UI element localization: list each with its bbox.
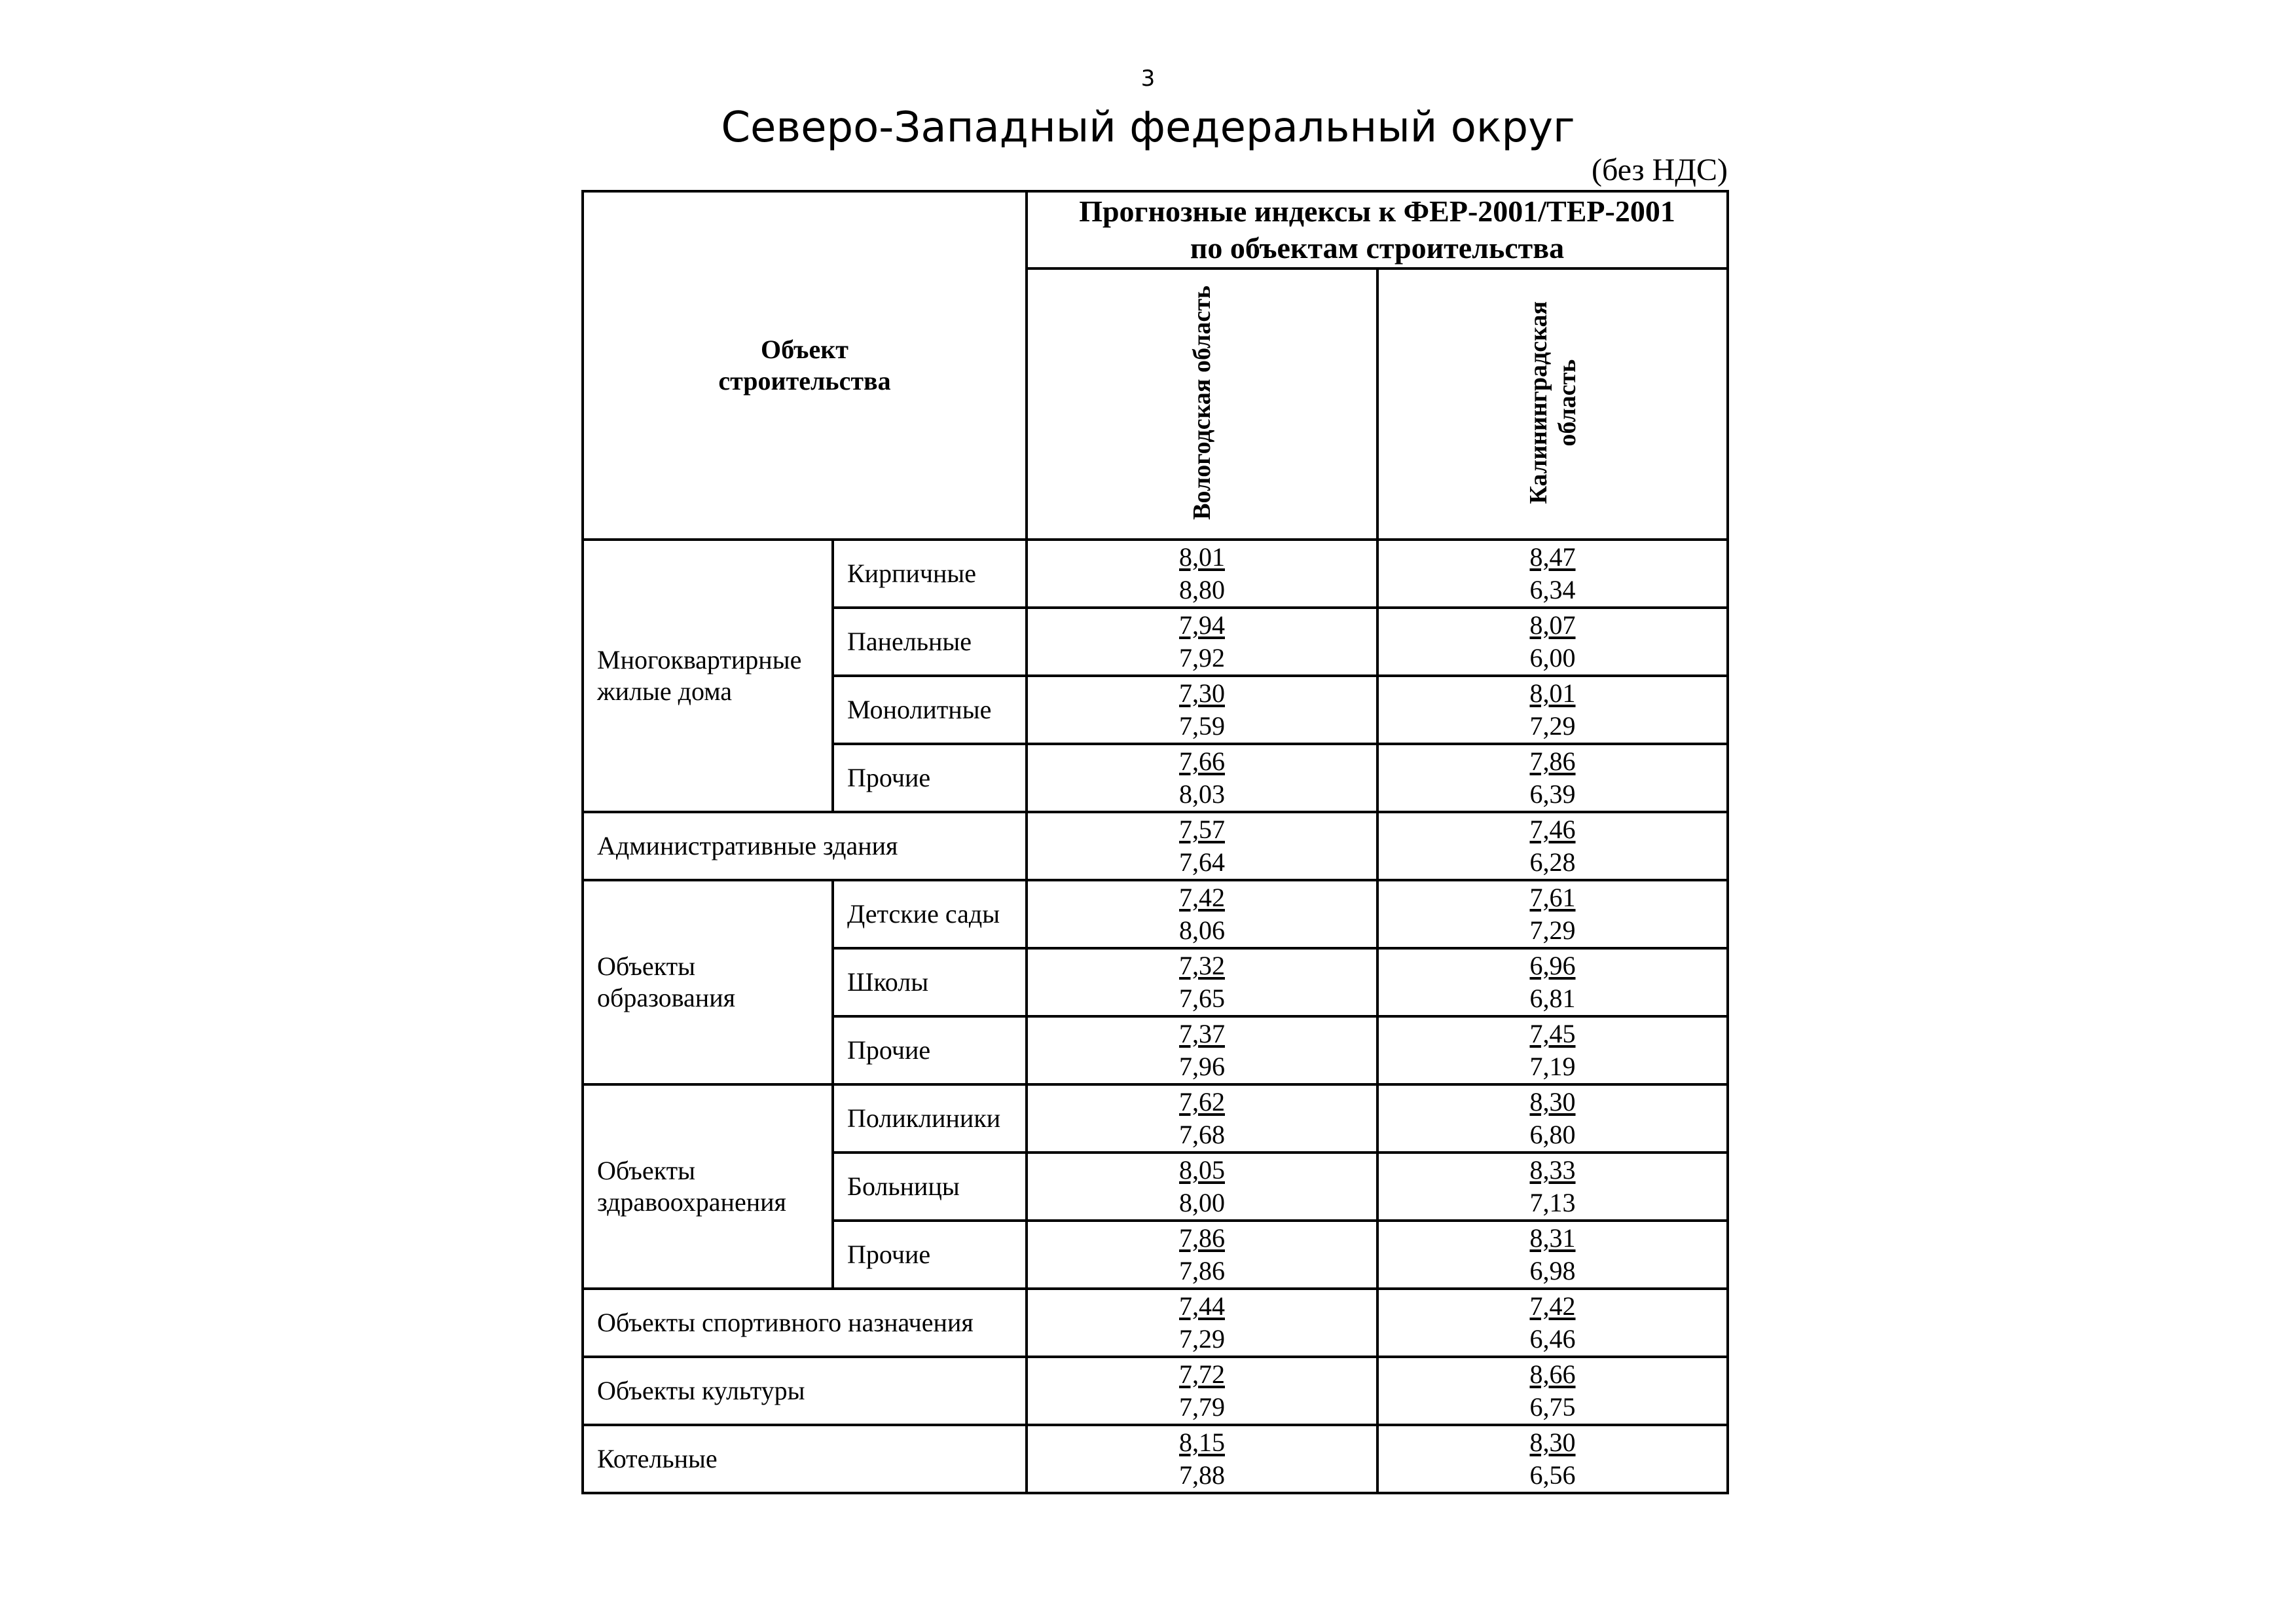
page-number: 3 xyxy=(1140,65,1156,92)
region-label-vologda: Вологодская область xyxy=(1188,285,1216,520)
value-cell-vologda xyxy=(1027,1289,1377,1357)
index-value-ter: 7,59 xyxy=(1179,711,1225,741)
category-label: Объекты культуры xyxy=(597,1376,805,1405)
index-value-ter: 7,65 xyxy=(1179,984,1225,1013)
index-value-fer: 7,72 xyxy=(1179,1359,1225,1389)
index-value-fer: 7,61 xyxy=(1529,883,1576,912)
table-row xyxy=(583,1357,1728,1425)
index-value-ter: 7,64 xyxy=(1179,847,1225,877)
index-value-ter: 8,80 xyxy=(1179,575,1225,604)
index-value-ter: 7,13 xyxy=(1529,1188,1576,1217)
subcategory-cell: Панельные xyxy=(833,608,1027,676)
index-value-fer: 7,37 xyxy=(1179,1019,1225,1048)
vat-note: (без НДС) xyxy=(1591,153,1728,187)
index-value-ter: 7,79 xyxy=(1179,1392,1225,1422)
table-row xyxy=(583,540,1728,608)
index-value-ter: 6,28 xyxy=(1529,847,1576,877)
value-cell-kaliningrad xyxy=(1377,608,1728,676)
value-cell-vologda xyxy=(1027,608,1377,676)
subcategory-cell: Кирпичные xyxy=(833,540,1027,608)
index-value-ter: 6,34 xyxy=(1529,575,1576,604)
index-value-fer: 7,86 xyxy=(1179,1223,1225,1253)
subcategory-cell: Больницы xyxy=(833,1153,1027,1221)
value-cell-kaliningrad xyxy=(1377,744,1728,812)
index-group-header-text: Прогнозные индексы к ФЕР-2001/ТЕР-2001 по объектам строительства xyxy=(1079,194,1675,265)
index-value-ter: 7,88 xyxy=(1179,1460,1225,1490)
value-cell-vologda xyxy=(1027,1016,1377,1084)
value-cell-vologda xyxy=(1027,540,1377,608)
index-value-ter: 6,80 xyxy=(1529,1120,1576,1149)
index-value-ter: 7,29 xyxy=(1529,915,1576,945)
table-row xyxy=(583,1289,1728,1357)
subcategory-cell: Монолитные xyxy=(833,676,1027,744)
region-header-vologda xyxy=(1027,268,1377,540)
subcategory-cell: Прочие xyxy=(833,744,1027,812)
value-cell-kaliningrad xyxy=(1377,540,1728,608)
category-cell xyxy=(583,812,1027,880)
value-cell-kaliningrad xyxy=(1377,1016,1728,1084)
index-value-ter: 6,56 xyxy=(1529,1460,1576,1490)
subcategory-cell: Поликлиники xyxy=(833,1084,1027,1153)
index-value-fer: 8,07 xyxy=(1529,610,1576,640)
value-cell-kaliningrad xyxy=(1377,1153,1728,1221)
index-value-ter: 8,03 xyxy=(1179,779,1225,809)
index-value-ter: 6,46 xyxy=(1529,1324,1576,1354)
index-value-fer: 8,30 xyxy=(1529,1087,1576,1116)
value-cell-vologda xyxy=(1027,1425,1377,1493)
index-value-fer: 8,66 xyxy=(1529,1359,1576,1389)
value-cell-kaliningrad xyxy=(1377,1289,1728,1357)
index-value-fer: 7,30 xyxy=(1179,678,1225,708)
index-value-fer: 7,42 xyxy=(1179,883,1225,912)
index-value-fer: 8,47 xyxy=(1529,542,1576,572)
category-cell xyxy=(583,880,833,1084)
value-cell-vologda xyxy=(1027,880,1377,948)
value-cell-kaliningrad xyxy=(1377,812,1728,880)
index-value-ter: 6,75 xyxy=(1529,1392,1576,1422)
subcategory-cell: Прочие xyxy=(833,1221,1027,1289)
value-cell-kaliningrad xyxy=(1377,1084,1728,1153)
index-value-fer: 8,31 xyxy=(1529,1223,1576,1253)
index-value-ter: 8,06 xyxy=(1179,915,1225,945)
value-cell-kaliningrad xyxy=(1377,880,1728,948)
index-value-fer: 7,66 xyxy=(1179,747,1225,776)
index-value-fer: 8,30 xyxy=(1529,1428,1576,1457)
value-cell-kaliningrad xyxy=(1377,1221,1728,1289)
category-cell xyxy=(583,540,833,812)
category-cell xyxy=(583,1425,1027,1493)
category-label: Объекты здравоохранения xyxy=(597,1156,786,1217)
index-value-ter: 6,98 xyxy=(1529,1256,1576,1285)
value-cell-vologda xyxy=(1027,1221,1377,1289)
subcategory-cell: Прочие xyxy=(833,1016,1027,1084)
index-value-fer: 7,32 xyxy=(1179,951,1225,980)
index-value-ter: 7,68 xyxy=(1179,1120,1225,1149)
value-cell-vologda xyxy=(1027,744,1377,812)
value-cell-kaliningrad xyxy=(1377,1425,1728,1493)
category-label: Объекты образования xyxy=(597,951,735,1012)
index-value-ter: 7,29 xyxy=(1529,711,1576,741)
value-cell-vologda xyxy=(1027,1084,1377,1153)
index-value-fer: 7,62 xyxy=(1179,1087,1225,1116)
index-value-fer: 7,57 xyxy=(1179,815,1225,844)
category-cell xyxy=(583,1357,1027,1425)
index-value-ter: 7,86 xyxy=(1179,1256,1225,1285)
value-cell-vologda xyxy=(1027,676,1377,744)
subcategory-cell: Детские сады xyxy=(833,880,1027,948)
value-cell-kaliningrad xyxy=(1377,1357,1728,1425)
index-value-fer: 8,15 xyxy=(1179,1428,1225,1457)
category-label: Административные здания xyxy=(597,831,898,860)
index-value-fer: 8,01 xyxy=(1529,678,1576,708)
price-index-table xyxy=(581,190,1729,1494)
object-column-header-text: Объект строительства xyxy=(718,335,891,396)
table-row xyxy=(583,1425,1728,1493)
index-value-fer: 7,45 xyxy=(1529,1019,1576,1048)
category-cell xyxy=(583,1289,1027,1357)
value-cell-vologda xyxy=(1027,1153,1377,1221)
index-value-ter: 6,00 xyxy=(1529,643,1576,673)
category-label: Многоквартирные жилые дома xyxy=(597,645,802,706)
category-cell xyxy=(583,1084,833,1289)
page-title: Северо-Западный федеральный округ xyxy=(721,103,1575,152)
region-header-kaliningrad xyxy=(1377,268,1728,540)
value-cell-vologda xyxy=(1027,812,1377,880)
index-value-fer: 8,33 xyxy=(1529,1155,1576,1185)
index-value-ter: 7,92 xyxy=(1179,643,1225,673)
index-value-fer: 7,46 xyxy=(1529,815,1576,844)
region-label-kaliningrad: Калининградская область xyxy=(1524,301,1581,504)
subcategory-cell: Школы xyxy=(833,948,1027,1016)
index-value-ter: 7,29 xyxy=(1179,1324,1225,1354)
index-value-ter: 7,19 xyxy=(1529,1052,1576,1081)
index-value-fer: 6,96 xyxy=(1529,951,1576,980)
index-value-ter: 6,39 xyxy=(1529,779,1576,809)
category-label: Котельные xyxy=(597,1444,718,1473)
category-label: Объекты спортивного назначения xyxy=(597,1308,974,1337)
index-value-ter: 7,96 xyxy=(1179,1052,1225,1081)
index-value-fer: 7,42 xyxy=(1529,1291,1576,1321)
table-row xyxy=(583,880,1728,948)
index-group-header xyxy=(1027,191,1728,268)
value-cell-vologda xyxy=(1027,1357,1377,1425)
index-value-fer: 7,44 xyxy=(1179,1291,1225,1321)
table-row xyxy=(583,812,1728,880)
value-cell-kaliningrad xyxy=(1377,948,1728,1016)
value-cell-vologda xyxy=(1027,948,1377,1016)
index-value-fer: 7,94 xyxy=(1179,610,1225,640)
index-value-fer: 7,86 xyxy=(1529,747,1576,776)
index-value-ter: 6,81 xyxy=(1529,984,1576,1013)
index-value-ter: 8,00 xyxy=(1179,1188,1225,1217)
value-cell-kaliningrad xyxy=(1377,676,1728,744)
index-value-fer: 8,05 xyxy=(1179,1155,1225,1185)
index-value-fer: 8,01 xyxy=(1179,542,1225,572)
object-column-header xyxy=(583,191,1027,540)
table-body xyxy=(583,540,1728,1493)
table-row xyxy=(583,1084,1728,1153)
